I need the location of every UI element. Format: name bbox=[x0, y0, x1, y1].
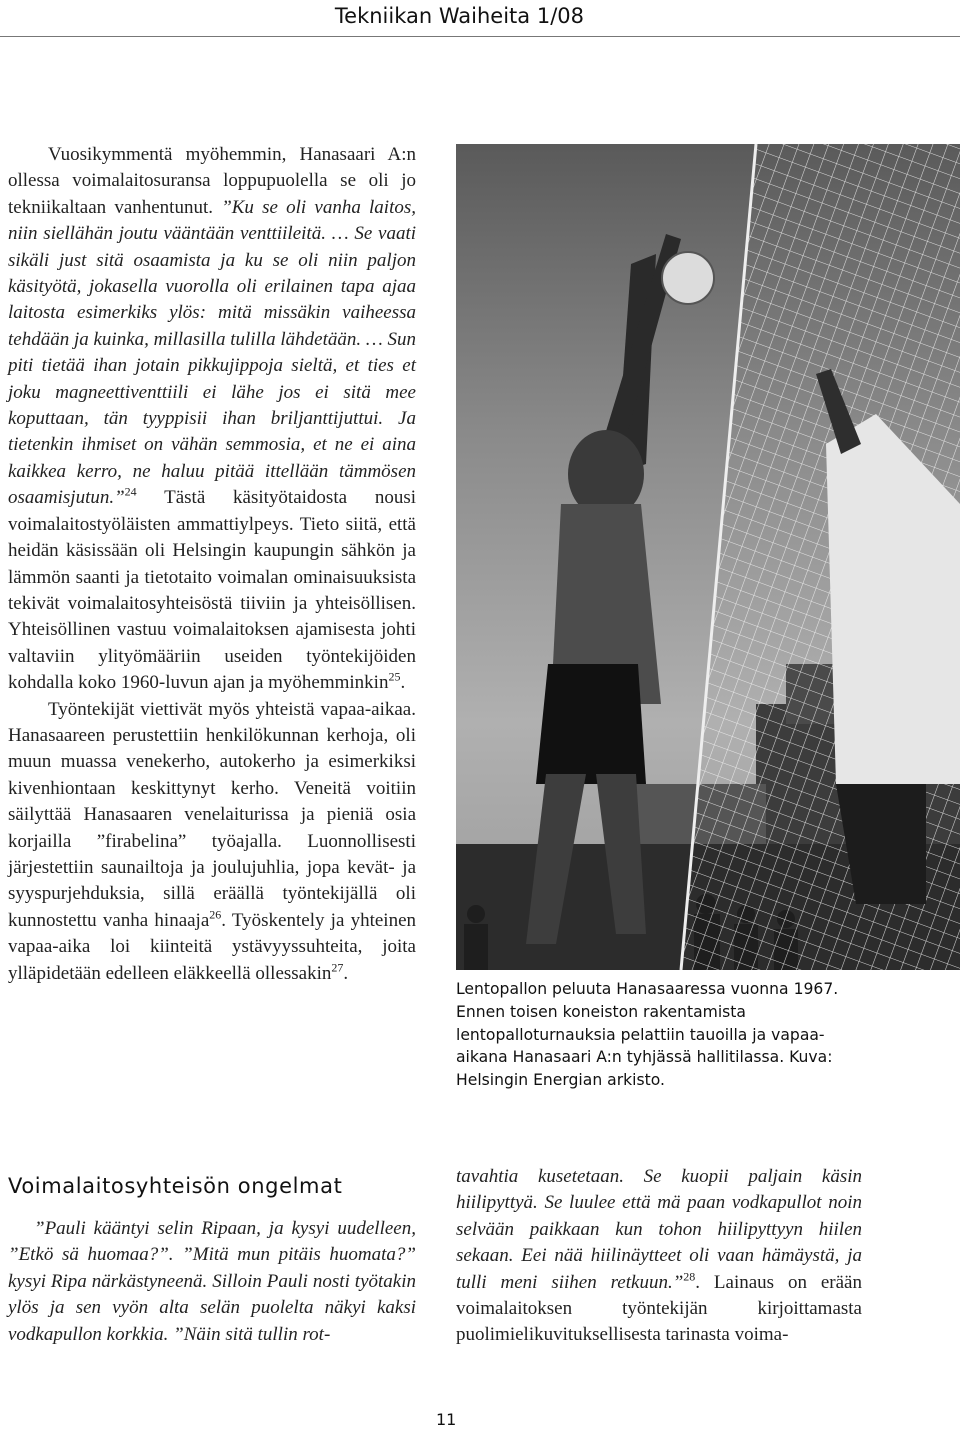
p1-interview-quote: ”Ku se oli vanha laitos, niin siellähän joutu vääntään venttiileitä. … Se vaati sikäli just sitä osaamista ja ku se oli niin paljon käsityötä, jokasella vuorolla oli erilainen tapa ajaa laitosta esimerkiks ylös: mitä missäkin vaiheessa tehdään ja kuinka, millasilla tulilla lähdetään. … Sun piti tietää ihan jotain pikkujippoja sieltä, et ties et joku magneettiventtiili ei lähe jos ei sitä mee koputtaan, tän tyyppisii ihan briljanttijuttui. Ja tietenkin ihmiset on vähän semmosia, et ne ei aina kaikkea kerro, ne haluu pitää ittellään tämmösen osaamisjutun.” bbox=[8, 196, 416, 509]
p2-text-a: Työntekijät viettivät myös yhteistä vapaa-aikaa. Hanasaareen perustettiin henkilökunnan kerhoja, oli muun muassa venekerho, autokerho ja esimerkiksi kivenhiontaan keskittynyt kerho. Veneitä voitiin säilyttää Hanasaaren venelaiturissa ja pieniä osia korjailla ”firabelina” työajalla. Luonnollisesti järjestettiin saunailtoja ja joulujuhlia, jopa kevät- ja syyspurjehduksia, sillä eräällä työntekijällä oli kunnostettu vanha hinaaja bbox=[8, 698, 416, 931]
p1-end: . bbox=[400, 672, 406, 694]
photo-caption bbox=[456, 978, 876, 1092]
body-paragraph-1 bbox=[8, 142, 416, 697]
p1-rest: Tästä käsityötaidosta nousi voimalaitostyöläisten ammattiylpeys. Tieto siitä, että heidän käsissään oli Helsingin kaupungin sähkön ja lämmön saanti ja tietotaito voimalan ominaisuuksista tekivät voimalaitosyhteisöstä tiiviin ja yhteisöllisen. Yhteisöllinen vastuu voimalaitoksen ajamisesta johti valtaviin ylityömääriin useiden työntekijöiden kohdalla koko 1960-luvun ajan ja myöhemminkin bbox=[8, 487, 416, 694]
quote-continuation bbox=[456, 1164, 862, 1349]
section-title: Voimalaitosyhteisön ongelmat bbox=[8, 1174, 343, 1198]
quote-left: ”Pauli kääntyi selin Ripaan, ja kysyi uudelleen, ”Etkö sä huomaa?”. ”Mitä mun pitäis huomata?” kysyi Ripa närkästyneenä. Silloin Pauli nosti työtakin ylös ja sen vyön alta selän puolelta näkyi kaksi vodkapullon korkkia. ”Näin sitä tullin rot- bbox=[8, 1218, 416, 1345]
caption-text: Lentopallon peluuta Hanasaaressa vuonna 1967. Ennen toisen koneiston rakentamista lentopalloturnauksia pelattiin tauoilla ja vapaa-aikana Hanasaari A:n tyhjässä hallitilassa. Kuva: Helsingin Energian arkisto. bbox=[456, 980, 839, 1090]
footnote-ref-24: 24 bbox=[124, 484, 137, 499]
p1-lead: Vuosikymmentä myöhemmin, Hanasaari A:n ollessa voimalaitosuransa loppupuolella se oli jo tekniikaltaan vanhentunut. bbox=[8, 144, 416, 218]
volleyball bbox=[662, 252, 714, 304]
page-number: 11 bbox=[436, 1410, 457, 1429]
body-column-right bbox=[456, 1164, 862, 1349]
footnote-ref-25: 25 bbox=[388, 669, 401, 684]
running-title: Tekniikan Waiheita 1/08 bbox=[334, 4, 584, 28]
p2-text-b: . Työskentely ja yhteinen vapaa-aika loi kiinteitä ystävyyssuhteita, joita ylläpidetään edelleen eläkkeellä ollessakin bbox=[8, 909, 417, 984]
volleyball-photo bbox=[456, 144, 960, 970]
footnote-ref-26: 26 bbox=[209, 907, 222, 922]
footnote-ref-28: 28 bbox=[683, 1269, 696, 1284]
body-column-left bbox=[8, 142, 416, 987]
body-paragraph-2 bbox=[8, 697, 416, 987]
footnote-ref-27: 27 bbox=[331, 960, 344, 975]
quote-right: tavahtia kusetetaan. Se kuopii paljain käsin hiilipyttyä. Se luulee että mä paan vodkapullot noin selvään paikkaan kun tohon hiilipyttyyn hiilen sekaan. Eei nää hiilinäytteet oli vaan hämäystä, ja tulli meni siihen retkuun.” bbox=[456, 1166, 862, 1293]
right-rest: . Lainaus on erään voimalaitoksen työntekijän kirjoittamasta puolimielikuvituksellisesta tarinasta voima- bbox=[456, 1271, 862, 1346]
quote-text-left bbox=[8, 1216, 416, 1348]
header-rule bbox=[0, 36, 960, 37]
p2-end: . bbox=[343, 962, 349, 984]
quote-block-left bbox=[8, 1216, 416, 1348]
